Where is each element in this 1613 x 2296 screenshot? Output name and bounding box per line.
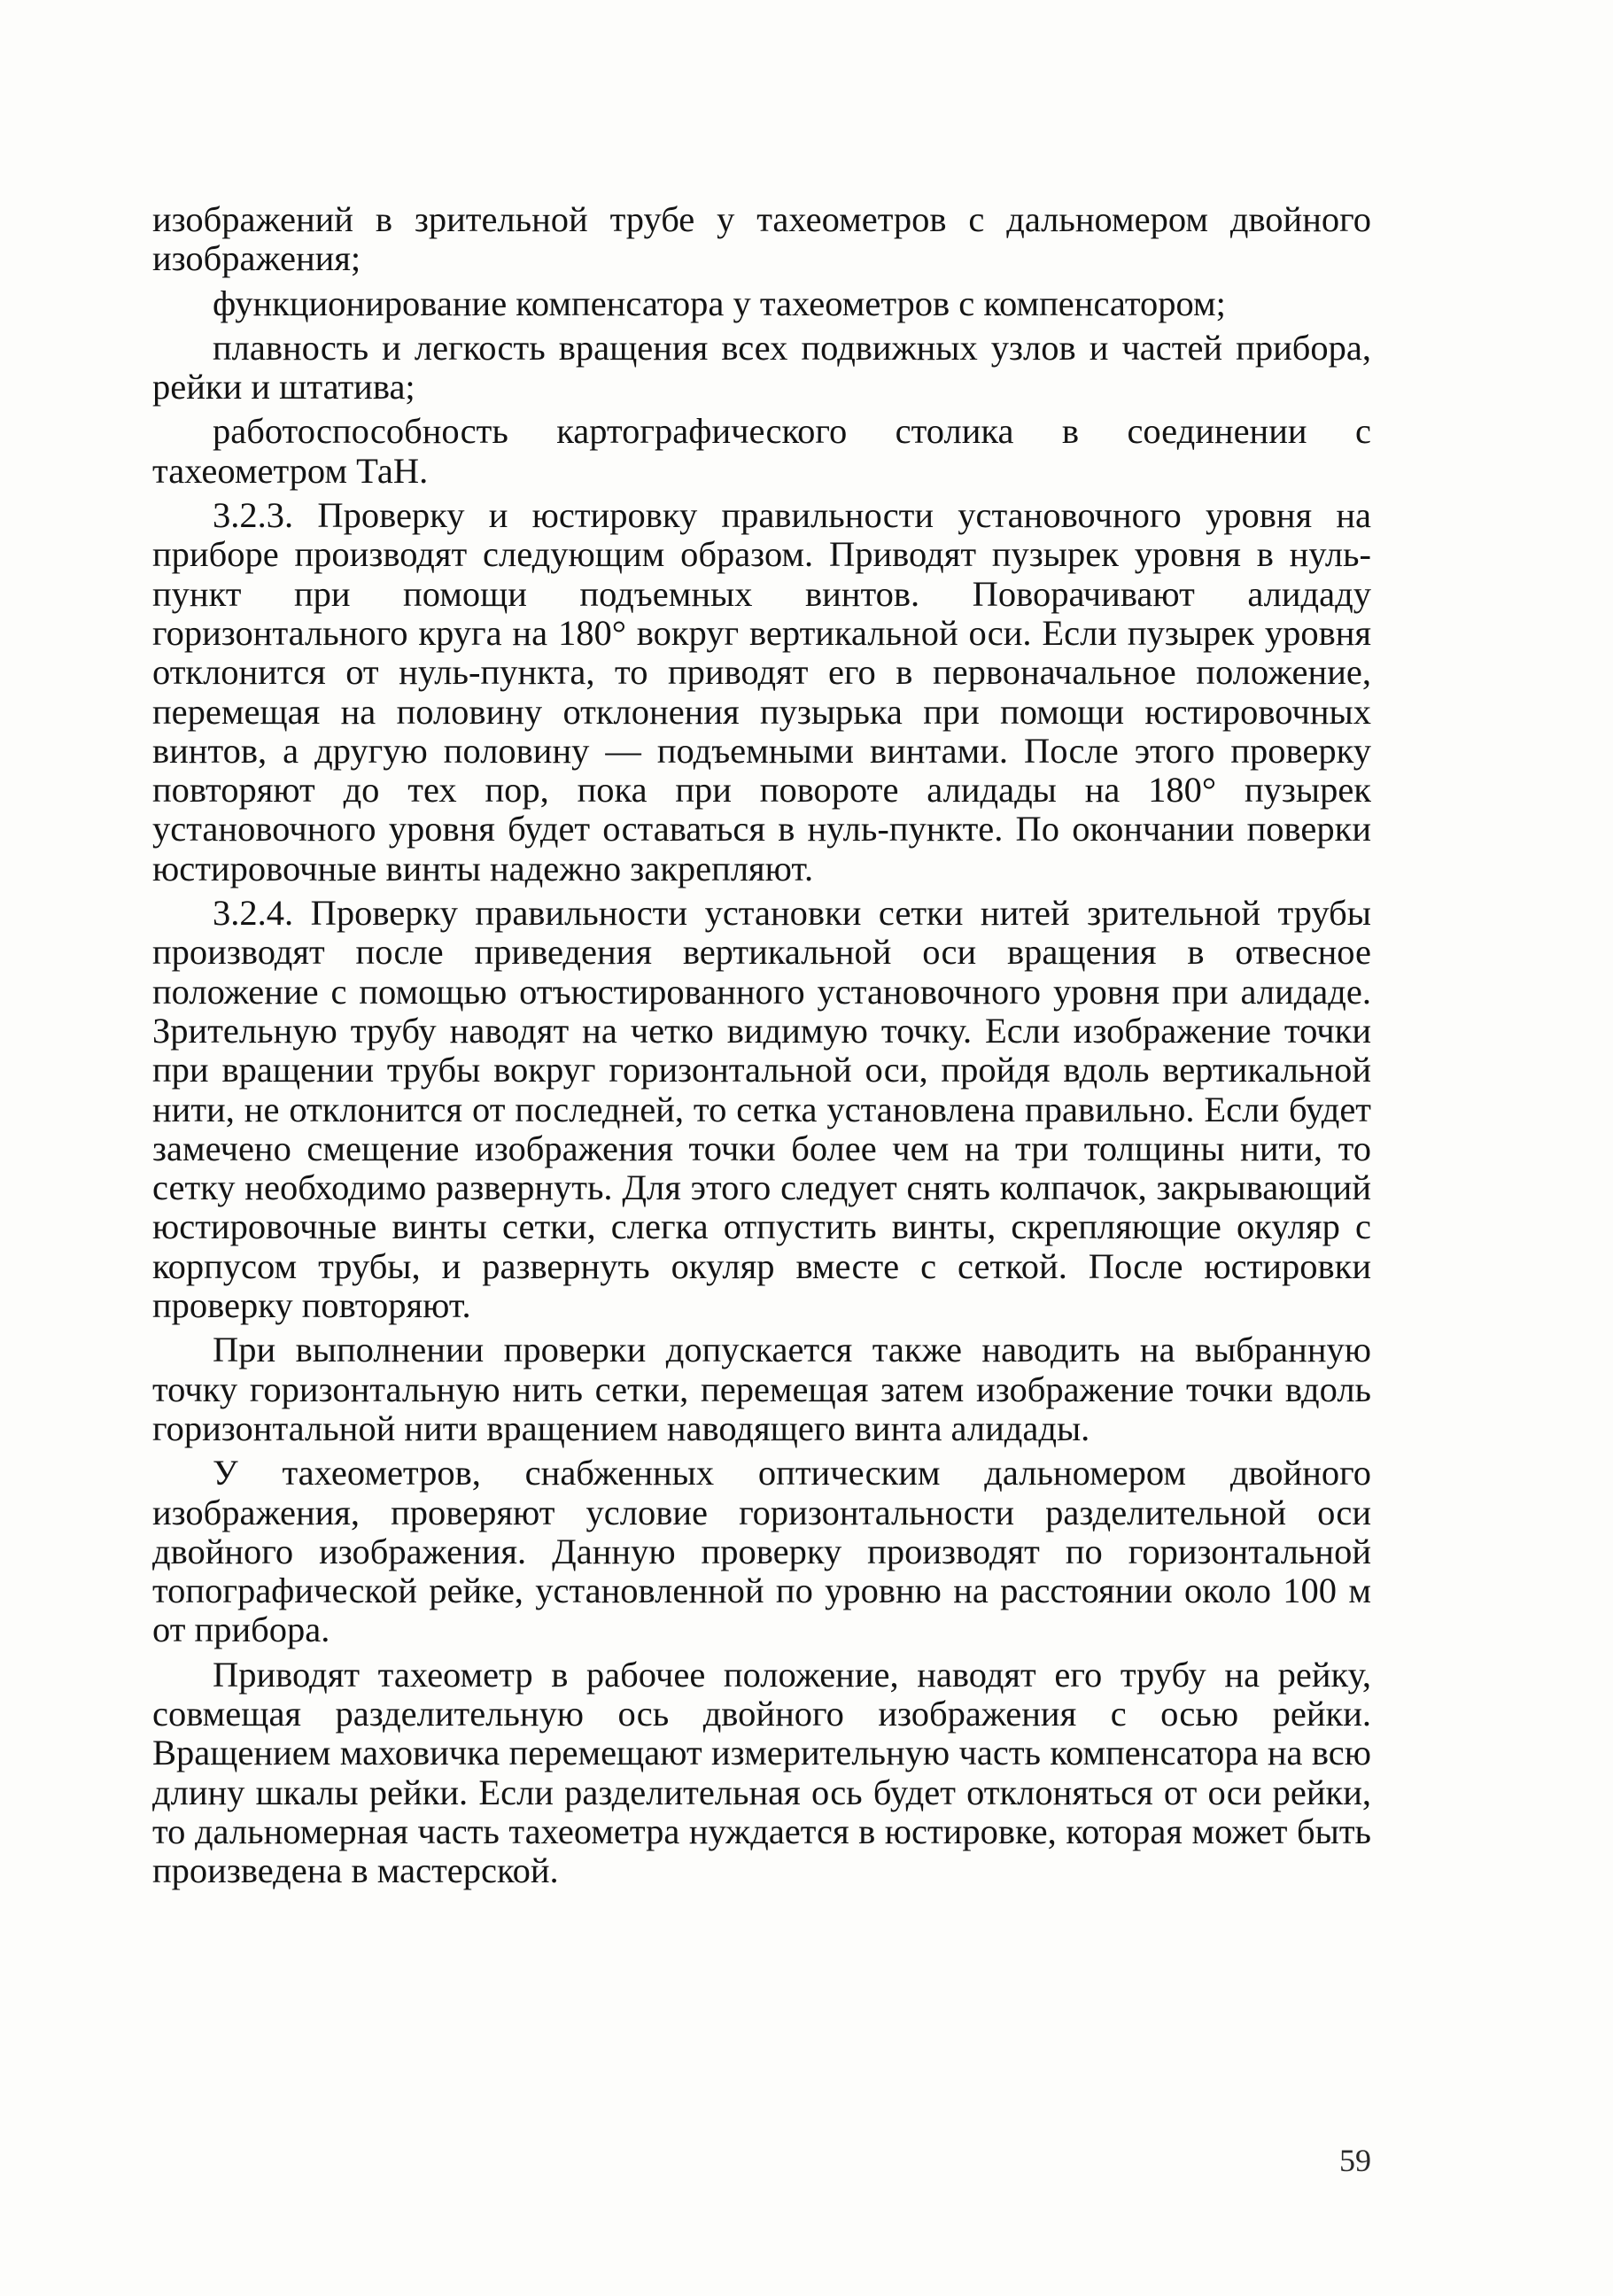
paragraph-continuation: изображений в зрительной трубе у тахеометров с дальномером двойного изображения; bbox=[152, 199, 1371, 279]
paragraph-section-3-2-4: 3.2.4. Проверку правильности установки сетки нитей зрительной трубы производят после приведения вертикальной оси вращения в отвесное положение с помощью отъюстированного установочного уровня при алидаде. Зрительную трубу наводят на четко видимую точку. Если изображение точки при вращении трубы вокруг горизонтальной оси, пройдя вдоль вертикальной нити, не отклонится от последней, то сетка установлена правильно. Если будет замечено смещение изображения точки более чем на три толщины нити, то сетку необходимо развернуть. Для этого следует снять колпачок, закрывающий юстировочные винты сетки, слегка отпустить винты, скрепляющие окуляр с корпусом трубы, и развернуть окуляр вместе с сеткой. После юстировки проверку повторяют. bbox=[152, 893, 1371, 1326]
paragraph-horizontal-thread: При выполнении проверки допускается также наводить на выбранную точку горизонтальную нить сетки, перемещая затем изображение точки вдоль горизонтальной нити вращением наводящего винта алидады. bbox=[152, 1330, 1371, 1448]
page-number: 59 bbox=[1339, 2143, 1371, 2178]
body-text bbox=[152, 200, 1371, 1896]
paragraph-smoothness: плавность и легкость вращения всех подвижных узлов и частей прибора, рейки и штатива; bbox=[152, 327, 1371, 407]
paragraph-working-position: Приводят тахеометр в рабочее положение, наводят его трубу на рейку, совмещая разделительную ось двойного изображения с осью рейки. Вращением маховичка перемещают измерительную часть компенсатора на всю длину шкалы рейки. Если разделительная ось будет отклоняться от оси рейки, то дальномерная часть тахеометра нуждается в юстировке, которая может быть произведена в мастерской. bbox=[152, 1654, 1371, 1891]
paragraph-double-image-rangefinder: У тахеометров, снабженных оптическим дальномером двойного изображения, проверяют условие горизонтальности разделительной оси двойного изображения. Данную проверку производят по горизонтальной топографической рейке, установленной по уровню на расстоянии около 100 м от прибора. bbox=[152, 1453, 1371, 1650]
paragraph-section-3-2-3: 3.2.3. Проверку и юстировку правильности установочного уровня на приборе производят следующим образом. Приводят пузырек уровня в нуль-пункт при помощи подъемных винтов. Поворачивают алидаду горизонтального круга на 180° вокруг вертикальной оси. Если пузырек уровня отклонится от нуль-пункта, то приводят его в первоначальное положение, перемещая на половину отклонения пузырька при помощи юстировочных винтов, а другую половину — подъемными винтами. После этого проверку повторяют до тех пор, пока при повороте алидады на 180° пузырек установочного уровня будет оставаться в нуль-пункте. По окончании поверки юстировочные винты надежно закрепляют. bbox=[152, 495, 1371, 888]
paragraph-compensator: функционирование компенсатора у тахеометров с компенсатором; bbox=[213, 283, 1226, 323]
paragraph-plane-table: работоспособность картографического столика в соединении с тахеометром ТаН. bbox=[152, 411, 1371, 491]
